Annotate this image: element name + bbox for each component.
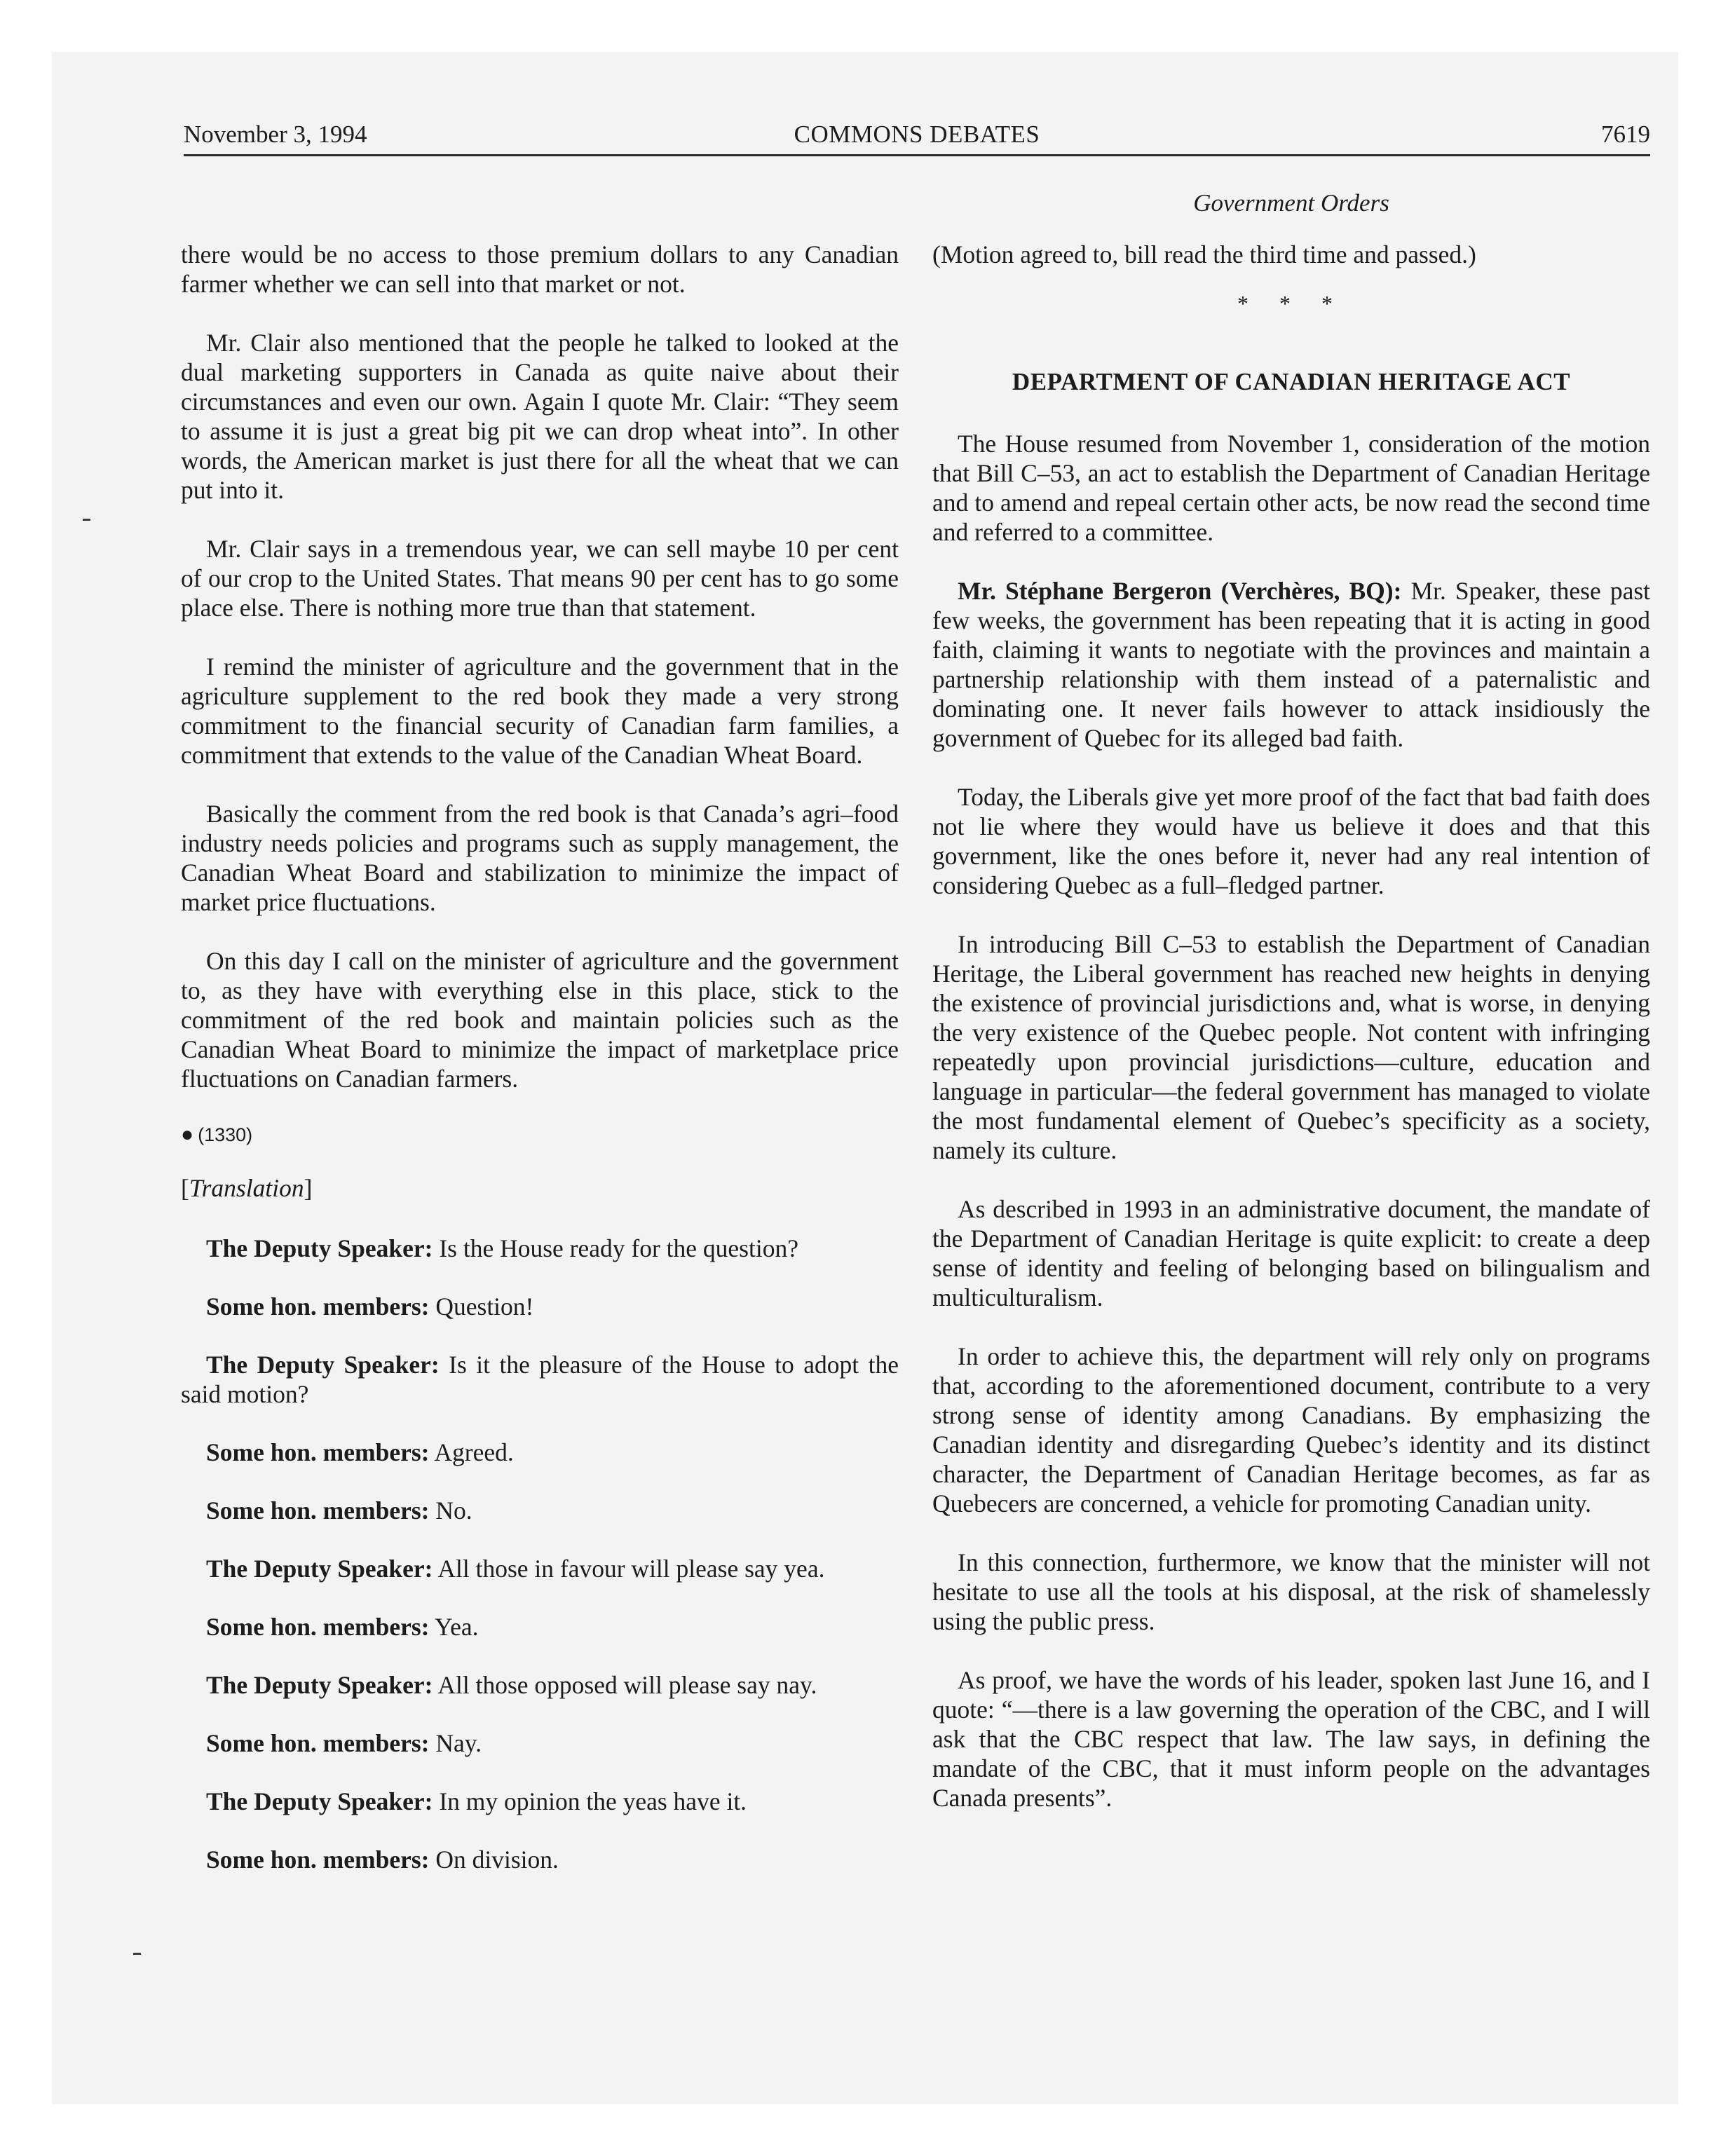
translation-label: Translation	[189, 1174, 304, 1202]
paragraph: In this connection, furthermore, we know that the minister will not hesitate to use all the tools at his disposal, at the risk of shamelessly using the public press.	[932, 1548, 1650, 1635]
paragraph: In order to achieve this, the department will rely only on programs that, according to the aforementioned document, contribute to a very strong sense of identity among Canadians. By emphasizing the Canadian identity and disregarding Quebec’s identity and its distinct character, the Department of Canadian Heritage becomes, as far as Quebecers are concerned, a vehicle for promoting Canadian unity.	[932, 1342, 1650, 1517]
speaker-name: Some hon. members:	[206, 1292, 430, 1321]
paragraph: The House resumed from November 1, consideration of the motion that Bill C–53, an act to establish the Department of Canadian Heritage and to amend and repeal certain other acts, be now read the second time and referred to a committee.	[932, 430, 1650, 546]
speaker-name: Some hon. members:	[206, 1729, 430, 1757]
header-title: COMMONS DEBATES	[794, 121, 1040, 148]
paragraph: Today, the Liberals give yet more proof of the fact that bad faith does not lie where they would have us believe it does and that this government, like the ones before it, never had any real intention of considering Quebec as a full–fledged partner.	[932, 783, 1650, 899]
exchange-line	[181, 1234, 899, 1263]
exchange-line	[181, 1350, 899, 1409]
speech-paragraph	[932, 576, 1650, 753]
exchange-line	[181, 1496, 899, 1525]
paragraph: Mr. Clair also mentioned that the people he talked to looked at the dual marketing supporters in Canada as quite naive about their circumstances and even our own. Again I quote Mr. Clair: “They seem to assume it is just a great big pit we can drop wheat into”. In other words, the American market is just there for all the wheat that we can put into it.	[181, 329, 899, 504]
paragraph: there would be no access to those premium dollars to any Canadian farmer whether we can sell into that market or not.	[181, 240, 899, 298]
speech-text: Is it the pleasure of the House to adopt the said motion?	[181, 1351, 899, 1408]
header-rule	[184, 154, 1650, 156]
speech-text: In my opinion the yeas have it.	[439, 1787, 747, 1815]
paragraph: As described in 1993 in an administrative document, the mandate of the Department of Canadian Heritage is quite explicit: to create a deep sense of identity and feeling of belonging based on bilingualism and multiculturalism.	[932, 1195, 1650, 1311]
header-date: November 3, 1994	[184, 121, 367, 148]
speaker-name: Some hon. members:	[206, 1845, 430, 1874]
speaker-name: The Deputy Speaker:	[206, 1234, 433, 1262]
speaker-name: The Deputy Speaker:	[206, 1671, 433, 1699]
bullet-icon: ●	[181, 1123, 194, 1146]
exchange-list	[181, 1234, 899, 1874]
page-header	[184, 121, 1650, 157]
margin-mark	[83, 519, 90, 521]
paragraph: Mr. Clair says in a tremendous year, we can sell maybe 10 per cent of our crop to the United States. That means 90 per cent has to go some place else. There is nothing more true than that statement.	[181, 535, 899, 622]
speech-text: Nay.	[435, 1729, 482, 1757]
exchange-line	[181, 1728, 899, 1758]
section-label: Government Orders	[1193, 189, 1389, 217]
motion-note: (Motion agreed to, bill read the third time and passed.)	[932, 240, 1476, 268]
speech-text: All those opposed will please say nay.	[437, 1671, 817, 1699]
speaker-name: Mr. Stéphane Bergeron (Verchères, BQ):	[958, 577, 1402, 605]
speech-text: Question!	[435, 1292, 534, 1321]
paragraph: I remind the minister of agriculture and the government that in the agriculture supplement to the red book they made a very strong commitment to the financial security of Canadian farm families, a commitment that extends to the value of the Canadian Wheat Board.	[181, 653, 899, 769]
speech-text: Agreed.	[434, 1438, 514, 1466]
exchange-line	[181, 1438, 899, 1467]
section-separator: * * *	[1237, 291, 1345, 316]
speaker-name: Some hon. members:	[206, 1496, 430, 1524]
speech-text: On division.	[435, 1845, 559, 1874]
exchange-line	[181, 1292, 899, 1321]
speech-text: Mr. Speaker, these past few weeks, the government has been repeating that it is acting in good faith, claiming it wants to negotiate with the provinces and maintain a partnership relationship with them instead of a paternalistic and dominating one. It never fails however to attack insidiously the government of Quebec for its alleged bad faith.	[932, 577, 1650, 752]
exchange-line	[181, 1787, 899, 1816]
bracket-open: [	[181, 1174, 189, 1202]
paragraph: As proof, we have the words of his leader, spoken last June 16, and I quote: “—there is a law governing the operation of the CBC, and I will ask that the CBC respect that law. The law says, in defining the mandate of the CBC, that it must inform people on the advantages Canada presents”.	[932, 1666, 1650, 1812]
exchange-line	[181, 1845, 899, 1874]
section-heading: DEPARTMENT OF CANADIAN HERITAGE ACT	[1012, 368, 1571, 395]
paragraph: Basically the comment from the red book is that Canada’s agri–food industry needs policies and programs such as supply management, the Canadian Wheat Board and stabilization to minimize the impact of market price fluctuations.	[181, 800, 899, 916]
speech-text: Yea.	[435, 1613, 479, 1641]
speaker-name: Some hon. members:	[206, 1438, 430, 1466]
speaker-name: The Deputy Speaker:	[206, 1555, 433, 1583]
timestamp	[181, 1123, 899, 1147]
exchange-line	[181, 1554, 899, 1583]
left-column	[181, 240, 899, 1903]
right-column	[932, 240, 1650, 1842]
bracket-close: ]	[304, 1174, 313, 1202]
exchange-line	[181, 1670, 899, 1700]
paragraph: In introducing Bill C–53 to establish the Department of Canadian Heritage, the Liberal government has reached new heights in denying the existence of provincial jurisdictions and, what is worse, in denying the very existence of the Quebec people. Not content with infringing repeatedly upon provincial jurisdictions—culture, education and language in particular—the federal government has managed to violate the most fundamental element of Quebec’s specificity as a society, namely its culture.	[932, 930, 1650, 1164]
header-page-number: 7619	[1601, 121, 1650, 148]
speaker-name: The Deputy Speaker:	[206, 1351, 440, 1379]
speaker-name: Some hon. members:	[206, 1613, 430, 1641]
translation-note	[181, 1173, 899, 1203]
exchange-line	[181, 1612, 899, 1642]
margin-mark	[133, 1953, 141, 1955]
speech-text: Is the House ready for the question?	[439, 1234, 798, 1262]
paragraph: On this day I call on the minister of agriculture and the government to, as they have with everything else in this place, stick to the commitment of the red book and maintain policies such as the Canadian Wheat Board to minimize the impact of marketplace price fluctuations on Canadian farmers.	[181, 947, 899, 1093]
speaker-name: The Deputy Speaker:	[206, 1787, 433, 1815]
speech-text: All those in favour will please say yea.	[437, 1555, 825, 1583]
timestamp-text: (1330)	[198, 1124, 253, 1145]
speech-text: No.	[435, 1496, 472, 1524]
